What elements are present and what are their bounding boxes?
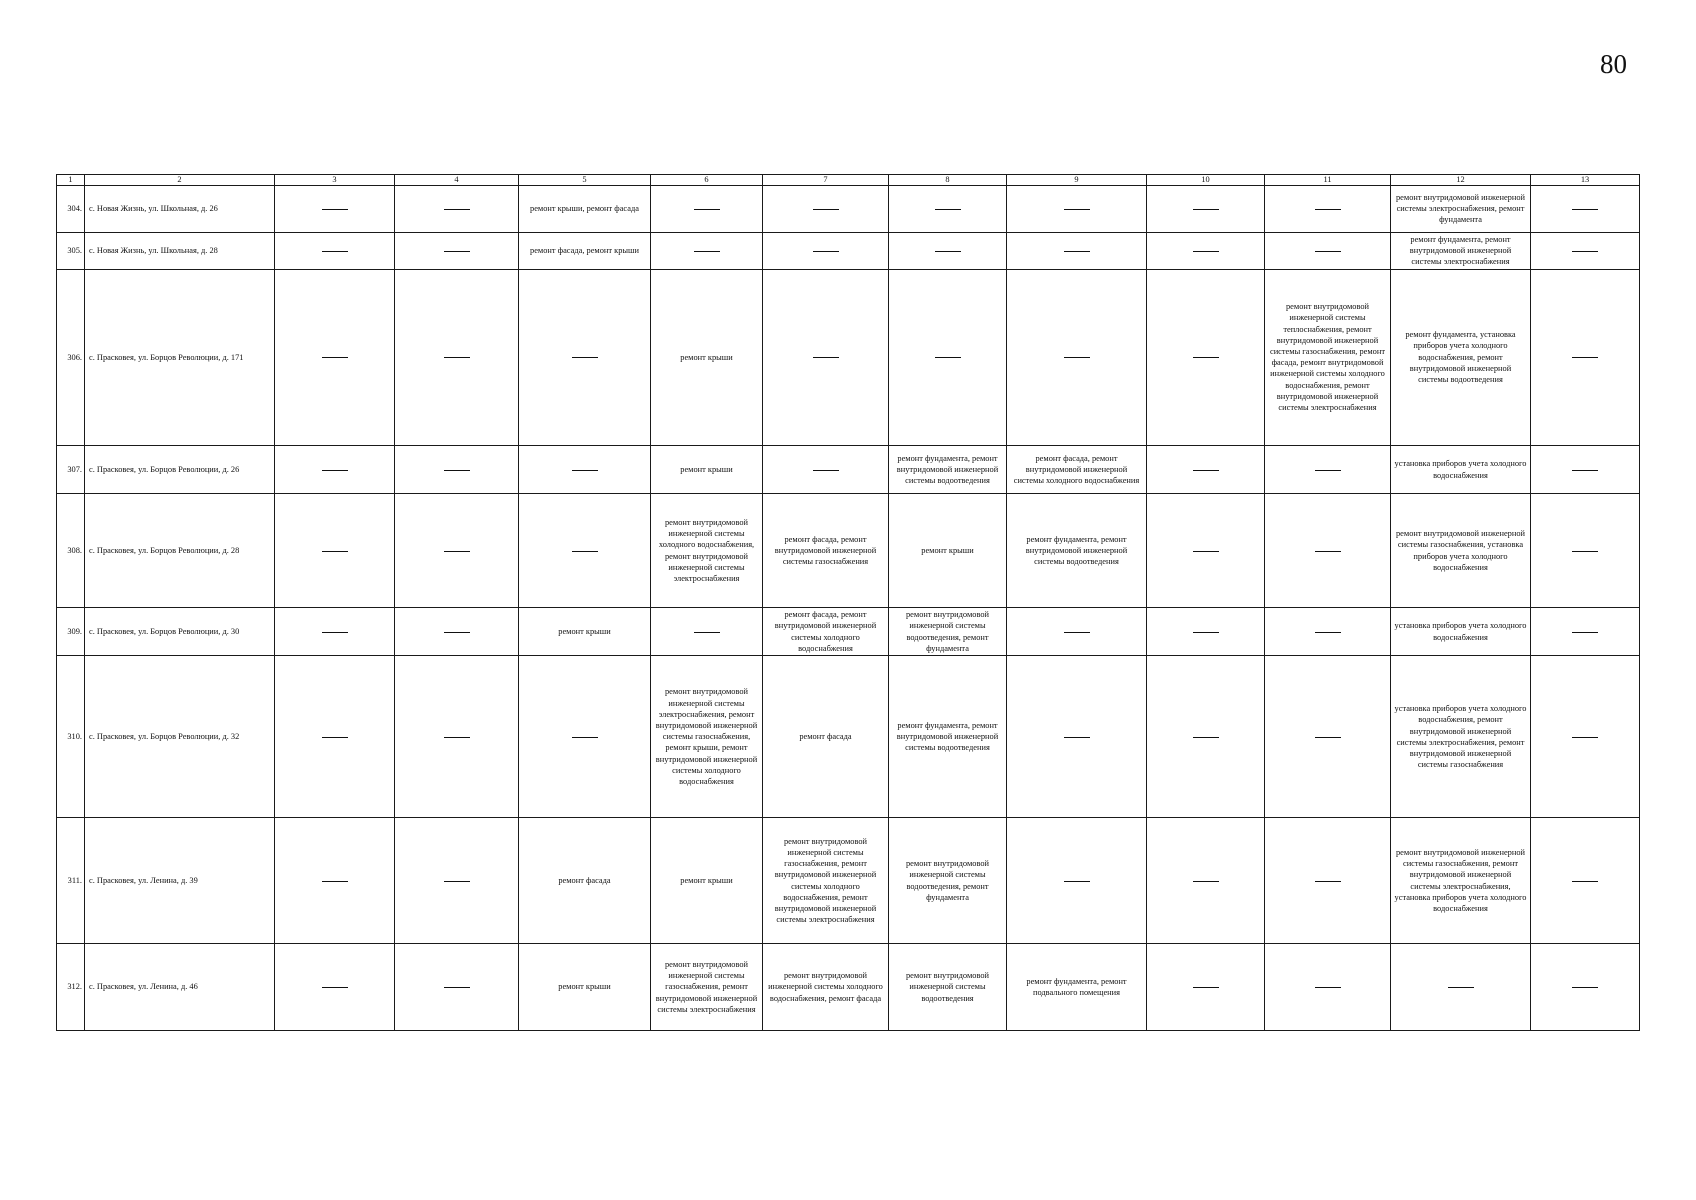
address-cell: с. Прасковея, ул. Ленина, д. 46 <box>85 943 275 1030</box>
work-type-cell: ремонт внутридомовой инженерной системы теплоснабжения, ремонт внутридомовой инженерной системы газоснабжения, ремонт фасада, ремонт внутридомовой инженерной системы холодного водоснабжения, ремонт внутридомовой инженерной системы электроснабжения <box>1265 269 1391 445</box>
dash-mark <box>322 470 348 471</box>
table-row <box>57 232 1640 269</box>
dash-mark <box>572 470 598 471</box>
dash-mark <box>1193 357 1219 358</box>
empty-dash-cell <box>395 186 519 233</box>
row-number: 310. <box>57 656 85 818</box>
work-type-cell: ремонт внутридомовой инженерной системы газоснабжения, ремонт внутридомовой инженерной системы холодного водоснабжения, ремонт внутридомовой инженерной системы электроснабжения <box>763 818 889 944</box>
work-type-cell: ремонт фундамента, ремонт внутридомовой инженерной системы электроснабжения <box>1391 232 1531 269</box>
dash-mark <box>1315 881 1341 882</box>
dash-mark <box>1572 881 1598 882</box>
table-row <box>57 943 1640 1030</box>
empty-dash-cell <box>1265 656 1391 818</box>
dash-mark <box>1193 251 1219 252</box>
dash-mark <box>1064 357 1090 358</box>
dash-mark <box>1064 251 1090 252</box>
work-type-cell: ремонт фундамента, установка приборов учета холодного водоснабжения, ремонт внутридомовой инженерной системы водоотведения <box>1391 269 1531 445</box>
empty-dash-cell <box>763 186 889 233</box>
dash-mark <box>694 632 720 633</box>
empty-dash-cell <box>519 445 651 494</box>
work-type-cell: ремонт крыши, ремонт фасада <box>519 186 651 233</box>
empty-dash-cell <box>1147 607 1265 656</box>
column-header: 13 <box>1531 175 1640 186</box>
dash-mark <box>813 470 839 471</box>
work-type-cell: ремонт крыши <box>889 494 1007 607</box>
dash-mark <box>813 251 839 252</box>
dash-mark <box>1064 737 1090 738</box>
empty-dash-cell <box>1265 186 1391 233</box>
empty-dash-cell <box>275 656 395 818</box>
empty-dash-cell <box>1265 818 1391 944</box>
work-type-cell: ремонт внутридомовой инженерной системы водоотведения <box>889 943 1007 1030</box>
work-type-cell: ремонт внутридомовой инженерной системы водоотведения, ремонт фундамента <box>889 818 1007 944</box>
row-number: 307. <box>57 445 85 494</box>
work-type-cell: ремонт внутридомовой инженерной системы газоснабжения, установка приборов учета холодного водоснабжения <box>1391 494 1531 607</box>
dash-mark <box>1193 737 1219 738</box>
dash-mark <box>1572 209 1598 210</box>
work-type-cell: ремонт крыши <box>651 818 763 944</box>
dash-mark <box>1572 470 1598 471</box>
work-type-cell: ремонт фундамента, ремонт внутридомовой инженерной системы водоотведения <box>1007 494 1147 607</box>
table-row <box>57 656 1640 818</box>
table-row <box>57 818 1640 944</box>
work-type-cell: ремонт фасада, ремонт внутридомовой инженерной системы холодного водоснабжения <box>1007 445 1147 494</box>
dash-mark <box>444 987 470 988</box>
dash-mark <box>322 987 348 988</box>
empty-dash-cell <box>395 656 519 818</box>
work-type-cell: установка приборов учета холодного водоснабжения <box>1391 445 1531 494</box>
dash-mark <box>444 251 470 252</box>
work-type-cell: ремонт фасада, ремонт внутридомовой инженерной системы газоснабжения <box>763 494 889 607</box>
table-row <box>57 607 1640 656</box>
dash-mark <box>1193 881 1219 882</box>
empty-dash-cell <box>1007 186 1147 233</box>
empty-dash-cell <box>1265 943 1391 1030</box>
page-number: 80 <box>1600 49 1627 79</box>
dash-mark <box>1315 470 1341 471</box>
empty-dash-cell <box>275 818 395 944</box>
empty-dash-cell <box>1147 232 1265 269</box>
empty-dash-cell <box>275 494 395 607</box>
column-header: 6 <box>651 175 763 186</box>
table-row <box>57 494 1640 607</box>
dash-mark <box>1193 551 1219 552</box>
empty-dash-cell <box>519 656 651 818</box>
column-header: 3 <box>275 175 395 186</box>
work-type-cell: ремонт фундамента, ремонт внутридомовой инженерной системы водоотведения <box>889 656 1007 818</box>
dash-mark <box>1064 209 1090 210</box>
work-type-cell: ремонт фасада, ремонт крыши <box>519 232 651 269</box>
empty-dash-cell <box>275 943 395 1030</box>
empty-dash-cell <box>651 186 763 233</box>
empty-dash-cell <box>395 607 519 656</box>
work-type-cell: ремонт крыши <box>519 943 651 1030</box>
address-cell: с. Новая Жизнь, ул. Школьная, д. 26 <box>85 186 275 233</box>
dash-mark <box>1572 551 1598 552</box>
row-number: 309. <box>57 607 85 656</box>
dash-mark <box>572 357 598 358</box>
row-number: 306. <box>57 269 85 445</box>
dash-mark <box>1572 251 1598 252</box>
table-row <box>57 186 1640 233</box>
dash-mark <box>444 357 470 358</box>
dash-mark <box>1064 632 1090 633</box>
dash-mark <box>1315 632 1341 633</box>
row-number: 304. <box>57 186 85 233</box>
work-type-cell: установка приборов учета холодного водоснабжения, ремонт внутридомовой инженерной системы электроснабжения, ремонт внутридомовой инженерной системы газоснабжения <box>1391 656 1531 818</box>
dash-mark <box>444 881 470 882</box>
work-type-cell: ремонт крыши <box>651 269 763 445</box>
dash-mark <box>813 209 839 210</box>
empty-dash-cell <box>1265 607 1391 656</box>
dash-mark <box>444 737 470 738</box>
dash-mark <box>444 470 470 471</box>
empty-dash-cell <box>1147 818 1265 944</box>
dash-mark <box>694 251 720 252</box>
empty-dash-cell <box>1531 607 1640 656</box>
column-header: 8 <box>889 175 1007 186</box>
empty-dash-cell <box>1265 445 1391 494</box>
dash-mark <box>1572 987 1598 988</box>
address-cell: с. Прасковея, ул. Борцов Революции, д. 171 <box>85 269 275 445</box>
table-row <box>57 269 1640 445</box>
empty-dash-cell <box>1007 607 1147 656</box>
dash-mark <box>1193 632 1219 633</box>
empty-dash-cell <box>651 607 763 656</box>
column-header: 4 <box>395 175 519 186</box>
work-type-cell: ремонт фасада <box>763 656 889 818</box>
empty-dash-cell <box>1265 232 1391 269</box>
work-type-cell: ремонт фундамента, ремонт внутридомовой инженерной системы водоотведения <box>889 445 1007 494</box>
empty-dash-cell <box>1007 656 1147 818</box>
dash-mark <box>1193 987 1219 988</box>
dash-mark <box>1315 737 1341 738</box>
empty-dash-cell <box>275 607 395 656</box>
empty-dash-cell <box>1391 943 1531 1030</box>
empty-dash-cell <box>889 186 1007 233</box>
dash-mark <box>1572 632 1598 633</box>
empty-dash-cell <box>1007 269 1147 445</box>
row-number: 311. <box>57 818 85 944</box>
dash-mark <box>1572 737 1598 738</box>
empty-dash-cell <box>519 269 651 445</box>
work-type-cell: ремонт фасада, ремонт внутридомовой инженерной системы холодного водоснабжения <box>763 607 889 656</box>
column-header: 10 <box>1147 175 1265 186</box>
row-number: 312. <box>57 943 85 1030</box>
column-header: 12 <box>1391 175 1531 186</box>
empty-dash-cell <box>1147 186 1265 233</box>
dash-mark <box>935 209 961 210</box>
work-type-cell: ремонт внутридомовой инженерной системы электроснабжения, ремонт внутридомовой инженерной системы газоснабжения, ремонт крыши, ремонт внутридомовой инженерной системы холодного водоснабжения <box>651 656 763 818</box>
empty-dash-cell <box>275 186 395 233</box>
dash-mark <box>1572 357 1598 358</box>
work-type-cell: ремонт фундамента, ремонт подвального помещения <box>1007 943 1147 1030</box>
dash-mark <box>322 209 348 210</box>
work-type-cell: ремонт внутридомовой инженерной системы холодного водоснабжения, ремонт внутридомовой инженерной системы электроснабжения <box>651 494 763 607</box>
dash-mark <box>1315 209 1341 210</box>
empty-dash-cell <box>1531 494 1640 607</box>
work-type-cell: ремонт внутридомовой инженерной системы холодного водоснабжения, ремонт фасада <box>763 943 889 1030</box>
dash-mark <box>1315 251 1341 252</box>
column-header: 7 <box>763 175 889 186</box>
address-cell: с. Прасковея, ул. Борцов Революции, д. 30 <box>85 607 275 656</box>
work-type-cell: ремонт внутридомовой инженерной системы водоотведения, ремонт фундамента <box>889 607 1007 656</box>
empty-dash-cell <box>1265 494 1391 607</box>
dash-mark <box>1315 987 1341 988</box>
column-header: 11 <box>1265 175 1391 186</box>
empty-dash-cell <box>395 818 519 944</box>
dash-mark <box>322 357 348 358</box>
empty-dash-cell <box>889 232 1007 269</box>
dash-mark <box>1193 209 1219 210</box>
empty-dash-cell <box>395 494 519 607</box>
dash-mark <box>935 251 961 252</box>
empty-dash-cell <box>763 232 889 269</box>
work-type-cell: установка приборов учета холодного водоснабжения <box>1391 607 1531 656</box>
address-cell: с. Прасковея, ул. Борцов Революции, д. 26 <box>85 445 275 494</box>
empty-dash-cell <box>519 494 651 607</box>
empty-dash-cell <box>763 269 889 445</box>
empty-dash-cell <box>1147 445 1265 494</box>
dash-mark <box>322 737 348 738</box>
column-header: 9 <box>1007 175 1147 186</box>
dash-mark <box>1448 987 1474 988</box>
dash-mark <box>322 251 348 252</box>
work-type-cell: ремонт крыши <box>651 445 763 494</box>
dash-mark <box>935 357 961 358</box>
empty-dash-cell <box>1007 818 1147 944</box>
empty-dash-cell <box>395 943 519 1030</box>
dash-mark <box>813 357 839 358</box>
empty-dash-cell <box>395 445 519 494</box>
dash-mark <box>322 881 348 882</box>
empty-dash-cell <box>1531 232 1640 269</box>
dash-mark <box>1064 881 1090 882</box>
empty-dash-cell <box>1531 269 1640 445</box>
work-type-cell: ремонт крыши <box>519 607 651 656</box>
empty-dash-cell <box>1531 186 1640 233</box>
address-cell: с. Новая Жизнь, ул. Школьная, д. 28 <box>85 232 275 269</box>
address-cell: с. Прасковея, ул. Ленина, д. 39 <box>85 818 275 944</box>
column-header: 5 <box>519 175 651 186</box>
empty-dash-cell <box>1531 445 1640 494</box>
work-type-cell: ремонт внутридомовой инженерной системы газоснабжения, ремонт внутридомовой инженерной системы электроснабжения, установка приборов учета холодного водоснабжения <box>1391 818 1531 944</box>
empty-dash-cell <box>275 445 395 494</box>
dash-mark <box>444 551 470 552</box>
empty-dash-cell <box>395 232 519 269</box>
column-header: 2 <box>85 175 275 186</box>
empty-dash-cell <box>651 232 763 269</box>
row-number: 308. <box>57 494 85 607</box>
work-type-cell: ремонт фасада <box>519 818 651 944</box>
empty-dash-cell <box>1531 656 1640 818</box>
work-type-cell: ремонт внутридомовой инженерной системы электроснабжения, ремонт фундамента <box>1391 186 1531 233</box>
empty-dash-cell <box>1147 269 1265 445</box>
work-type-cell: ремонт внутридомовой инженерной системы газоснабжения, ремонт внутридомовой инженерной системы электроснабжения <box>651 943 763 1030</box>
empty-dash-cell <box>275 269 395 445</box>
empty-dash-cell <box>1531 943 1640 1030</box>
row-number: 305. <box>57 232 85 269</box>
repair-schedule-table <box>56 174 1640 1031</box>
dash-mark <box>444 632 470 633</box>
empty-dash-cell <box>889 269 1007 445</box>
empty-dash-cell <box>1007 232 1147 269</box>
dash-mark <box>322 551 348 552</box>
dash-mark <box>444 209 470 210</box>
column-header: 1 <box>57 175 85 186</box>
dash-mark <box>694 209 720 210</box>
empty-dash-cell <box>763 445 889 494</box>
dash-mark <box>1315 551 1341 552</box>
dash-mark <box>1193 470 1219 471</box>
address-cell: с. Прасковея, ул. Борцов Революции, д. 28 <box>85 494 275 607</box>
dash-mark <box>572 551 598 552</box>
address-cell: с. Прасковея, ул. Борцов Революции, д. 32 <box>85 656 275 818</box>
empty-dash-cell <box>1531 818 1640 944</box>
dash-mark <box>322 632 348 633</box>
empty-dash-cell <box>275 232 395 269</box>
empty-dash-cell <box>1147 656 1265 818</box>
empty-dash-cell <box>1147 494 1265 607</box>
column-number-row <box>57 175 1640 186</box>
empty-dash-cell <box>1147 943 1265 1030</box>
empty-dash-cell <box>395 269 519 445</box>
table-row <box>57 445 1640 494</box>
dash-mark <box>572 737 598 738</box>
